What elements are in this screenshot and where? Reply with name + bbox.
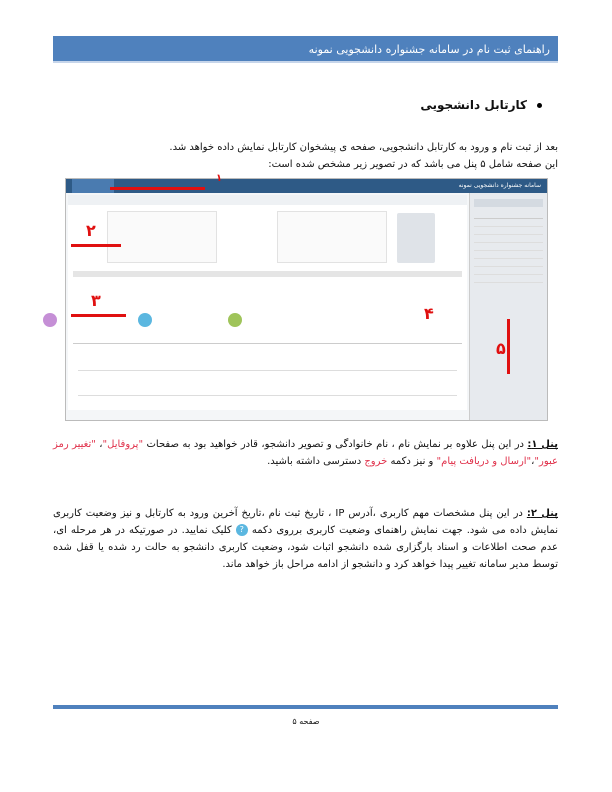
intro-line-2: این صفحه شامل ۵ پنل می باشد که در تصویر زیر مشخص شده است: xyxy=(268,159,558,170)
help-icon: ? xyxy=(236,524,248,536)
change-password-term: "تغییر رمز عبور" xyxy=(53,439,558,467)
page-number: صفحه ۵ xyxy=(292,717,320,726)
arrow-1 xyxy=(110,187,205,190)
text: دسترسی داشته باشید. xyxy=(267,456,365,467)
messages-term: "ارسال و دریافت پیام" xyxy=(436,456,532,467)
screenshot-topbar xyxy=(66,179,547,193)
label-4: ۴ xyxy=(424,304,434,323)
arrow-3 xyxy=(71,314,126,317)
screenshot-sidebar xyxy=(469,193,547,420)
label-2: ۲ xyxy=(86,221,96,240)
intro-line-1: بعد از ثبت نام و ورود به کارتابل دانشجویی، صفحه ی پیشخوان کارتابل نمایش داده خواهد شد. xyxy=(169,142,558,153)
bullet-icon xyxy=(537,103,542,108)
panel1-paragraph xyxy=(53,436,558,470)
label-5: ۵ xyxy=(496,339,506,358)
dashboard-screenshot xyxy=(65,173,548,421)
heading-text: کارتابل دانشجویی xyxy=(420,98,527,112)
text: در این پنل مشخصات مهم کاربری ،آدرس IP ، تاریخ ثبت نام ،تاریخ آخرین ورود به کارتابل و نیز وضعیت کاربری نمایش داده می شود. جهت نمایش راهنمای وضعیت کاربری برروی دکمه xyxy=(53,508,558,536)
label-1: ۱ xyxy=(216,173,223,184)
section-heading xyxy=(420,98,542,112)
panel2-label: پنل ۲: xyxy=(526,508,559,519)
label-3: ۳ xyxy=(91,291,101,310)
intro-paragraph xyxy=(53,139,558,173)
text: کلیک نمایید. در صورتیکه در هر مرحله ای، عدم صحت اطلاعات و اسناد بارگزاری شده دانشجو اثبات شود، وضعیت کاربری دانشجو به حالت رد شده یا قفل شده توسط مدیر سامانه تغییر پیدا خواهد کرد و دانشجو از ادامه مراحل باز خواهد ماند. xyxy=(53,525,558,570)
text: در این پنل علاوه بر نمایش نام ، نام خانوادگی و تصویر دانشجو، قادر خواهید بود به صفحات xyxy=(143,439,528,450)
screenshot-main xyxy=(68,195,467,410)
arrow-5 xyxy=(507,319,510,374)
logout-term: خروج xyxy=(364,456,388,467)
panel2-paragraph xyxy=(53,505,558,573)
profile-term: "پروفایل" xyxy=(102,439,144,450)
avatar xyxy=(397,213,435,263)
panel1-label: پنل ۱: xyxy=(527,439,558,450)
screenshot-app-title: سامانه جشنواره دانشجویی نمونه xyxy=(458,182,541,189)
footer-divider xyxy=(53,705,558,709)
arrow-2 xyxy=(71,244,121,247)
page-header: راهنمای ثبت نام در سامانه جشنواره دانشجویی نمونه xyxy=(53,36,558,63)
text: ، xyxy=(531,456,535,467)
text: و نیز دکمه xyxy=(387,456,437,467)
text: ، xyxy=(95,439,103,450)
